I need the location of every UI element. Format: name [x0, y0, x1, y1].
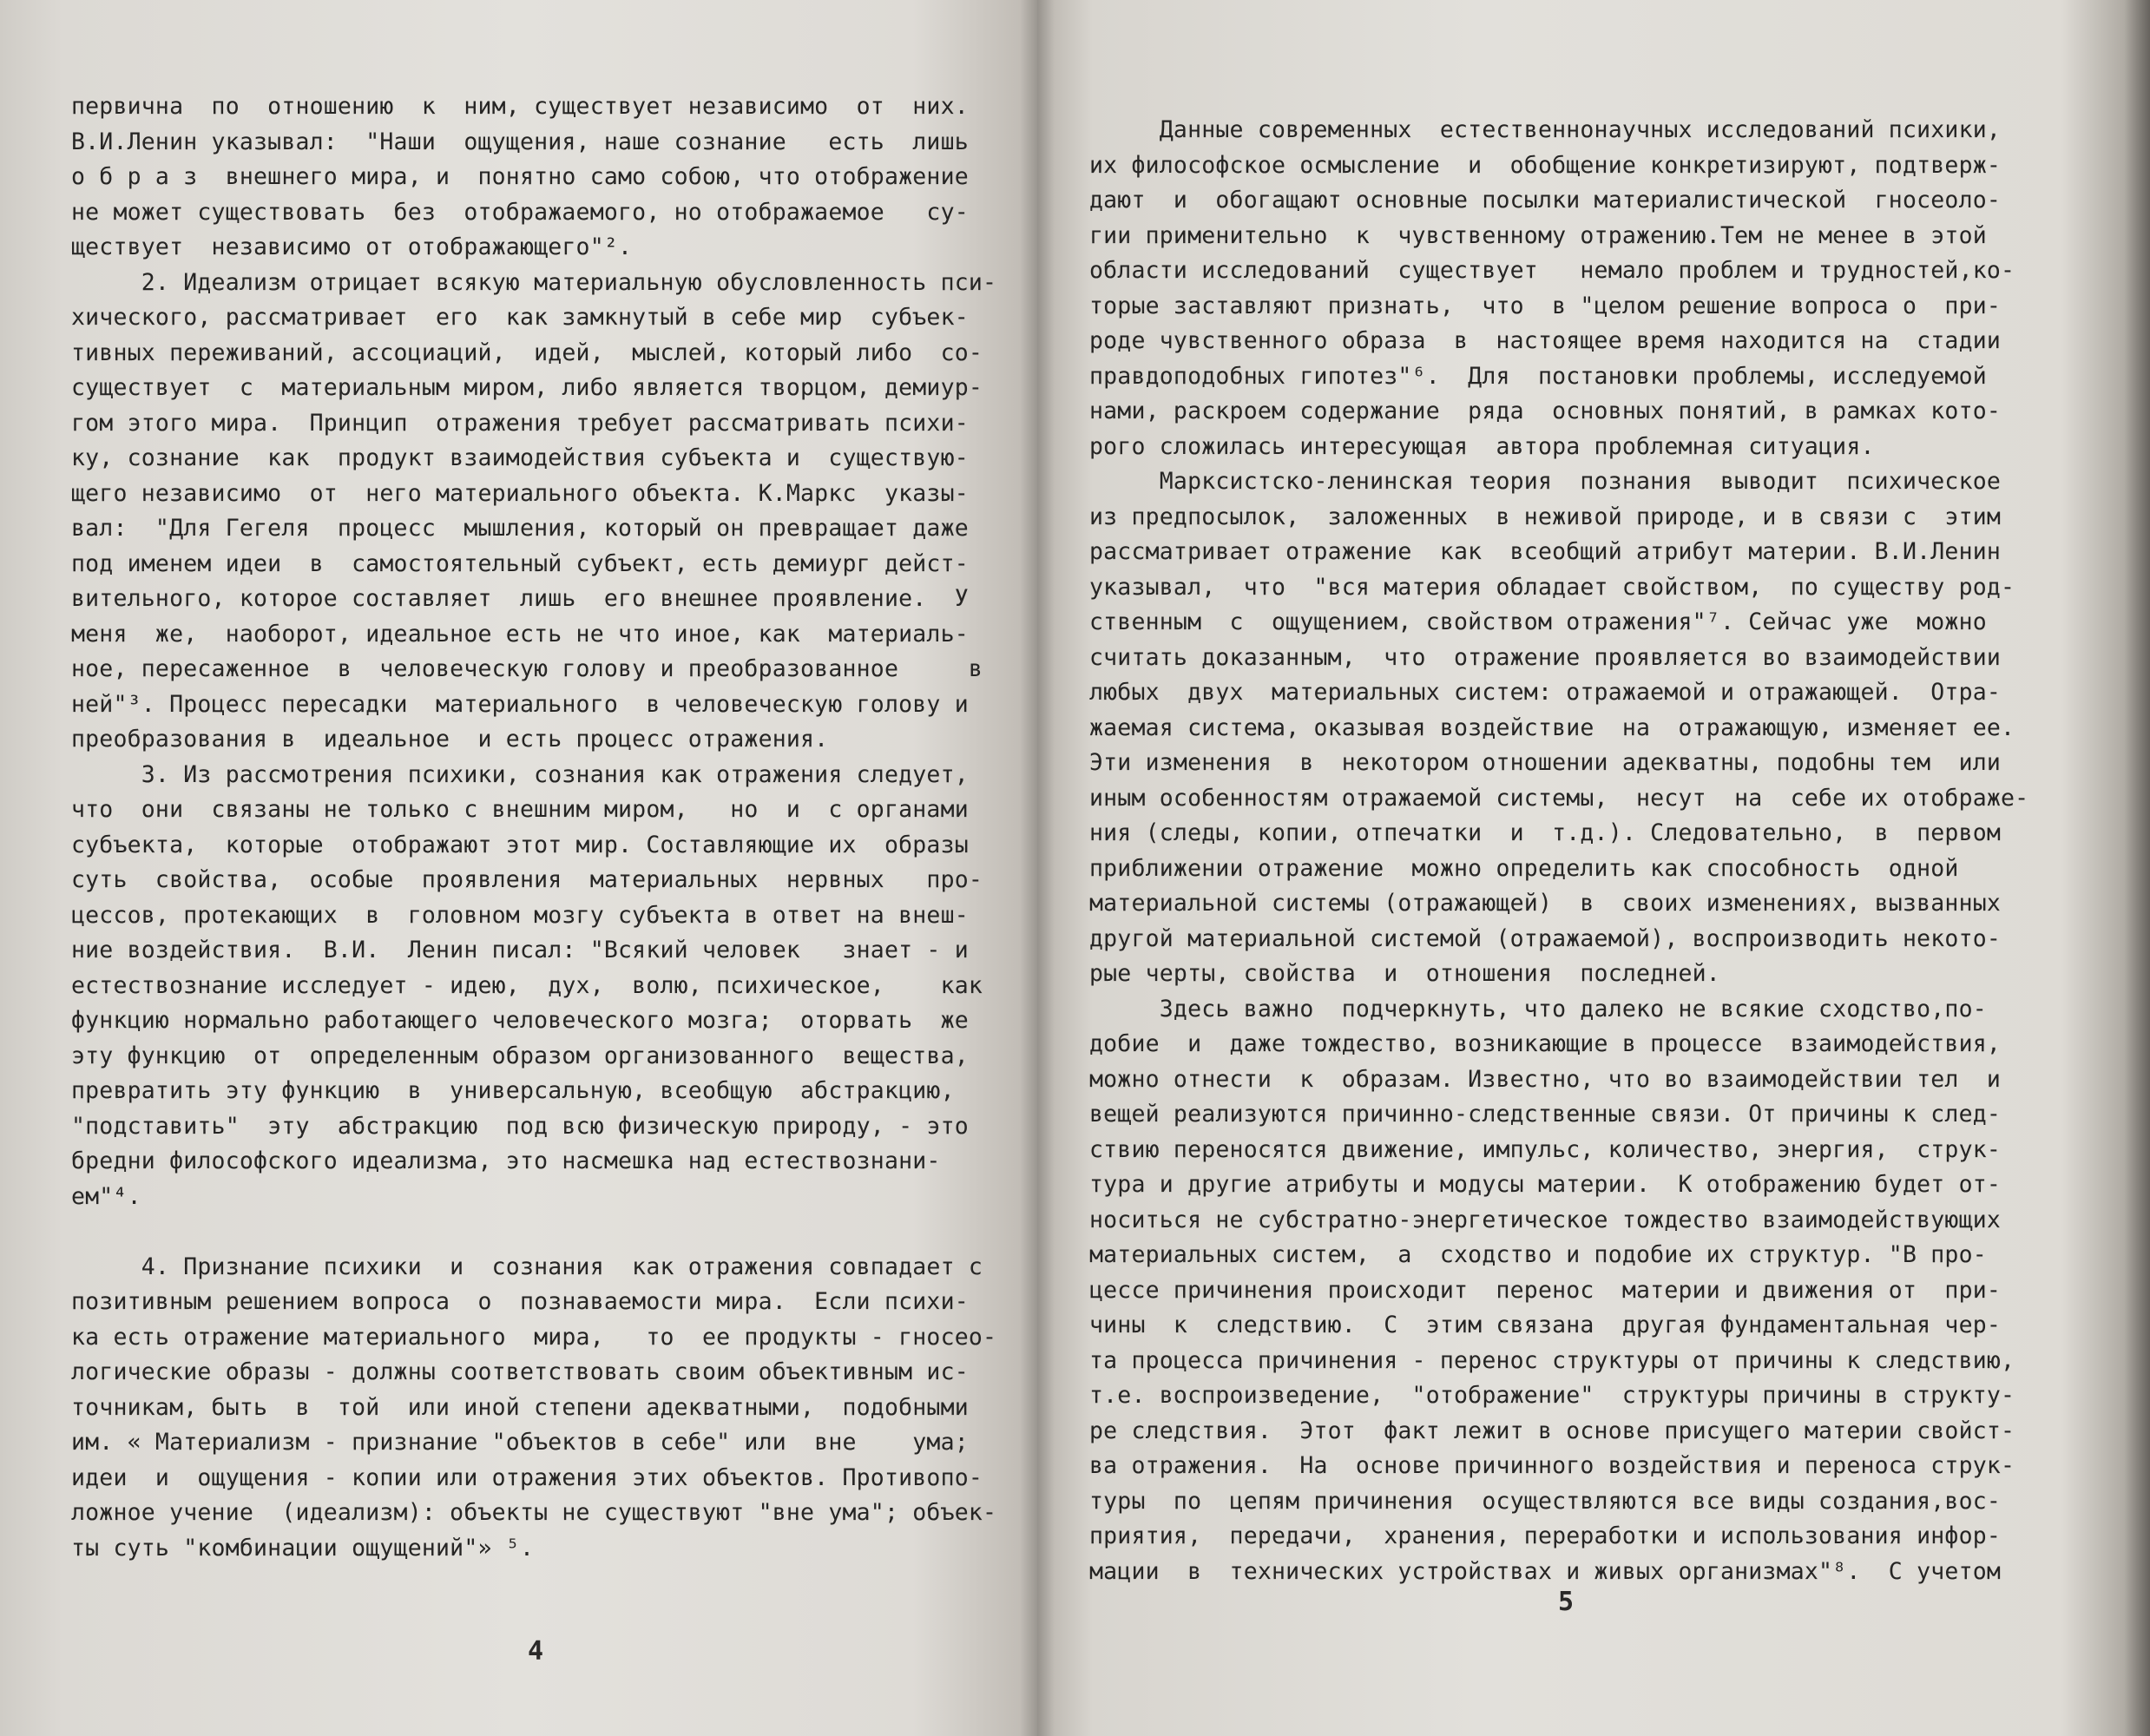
text-line: нами, раскроем содержание ряда основных понятий, в рамках кото-: [1089, 398, 2002, 424]
text-line: из предпосылок, заложенных в неживой природе, и в связи с этим: [1089, 503, 2002, 530]
text-line: бредни философского идеализма, это насмешка над естествознани-: [71, 1147, 941, 1174]
text-line: логические образы - должны соответствовать своим объективным ис-: [71, 1358, 969, 1385]
text-line: дают и обогащают основные посылки материалистической гносеоло-: [1089, 187, 2002, 214]
text-line: тивных переживаний, ассоциаций, идей, мыслей, который либо со-: [71, 339, 983, 366]
text-line: ты суть "комбинации ощущений"» ⁵.: [71, 1534, 535, 1562]
text-line: 3. Из рассмотрения психики, сознания как отражения следует,: [71, 760, 969, 788]
text-line: что они связаны не только с внешним миром, но и с органами: [71, 796, 969, 823]
text-line: В.И.Ленин указывал: "Наши ощущения, наше сознание есть лишь: [71, 128, 969, 155]
text-line: правдоподобных гипотез"⁶. Для постановки проблемы, исследуемой: [1089, 362, 1987, 390]
text-line: 2. Идеализм отрицает всякую материальную обусловленность пси-: [71, 268, 997, 296]
right-page-text: [1089, 113, 2066, 1589]
text-line: рого сложилась интересующая автора проблемная ситуация.: [1089, 432, 1875, 460]
text-line: Эти изменения в некотором отношении адекватны, подобны тем или: [1089, 749, 2002, 776]
text-line: приятия, передачи, хранения, переработки и использования инфор-: [1089, 1522, 2002, 1549]
text-line: ва отражения. На основе причинного воздействия и переноса струк-: [1089, 1452, 2015, 1479]
text-line: Здесь важно подчеркнуть, что далеко не всякие сходство,по-: [1089, 995, 1987, 1023]
text-line: тура и другие атрибуты и модусы материи. К отображению будет от-: [1089, 1171, 2002, 1198]
text-line: Марксистско-ленинская теория познания выводит психическое: [1089, 468, 2002, 495]
text-line: области исследований существует немало проблем и трудностей,ко-: [1089, 257, 2015, 284]
book-gutter: [1020, 0, 1055, 1736]
text-line: субъекта, которые отображают этот мир. Составляющие их образы: [71, 831, 969, 858]
text-line: гии применительно к чувственному отражению.Тем не менее в этой: [1089, 221, 1987, 249]
text-line: им. « Материализм - признание "объектов в себе" или вне ума;: [71, 1429, 969, 1456]
text-line: иным особенностям отражаемой системы, несут на себе их отображе-: [1089, 784, 2029, 812]
text-line: носиться не субстратно-энергетическое тождество взаимодействующих: [1089, 1206, 2002, 1233]
text-line: та процесса причинения - перенос структуры от причины к следствию,: [1089, 1346, 2015, 1374]
text-line: любых двух материальных систем: отражаемой и отражающей. Отра-: [1089, 679, 2002, 706]
text-line: идеи и ощущения - копии или отражения этих объектов. Противопо-: [71, 1463, 983, 1491]
text-line: функцию нормально работающего человеческого мозга; оторвать же: [71, 1007, 969, 1034]
text-line: ствию переносятся движение, импульс, количество, энергия, струк-: [1089, 1135, 2002, 1163]
right-page-number: 5: [1558, 1587, 1575, 1617]
text-line: ре следствия. Этот факт лежит в основе присущего материи свойст-: [1089, 1417, 2015, 1444]
text-line: мации в технических устройствах и живых организмах"⁸. С учетом: [1089, 1557, 2002, 1585]
text-line: 4. Признание психики и сознания как отражения совпадает с: [71, 1253, 983, 1280]
text-line: торые заставляют признать, что в "целом решение вопроса о при-: [1089, 292, 2002, 319]
text-line: превратить эту функцию в универсальную, всеобщую абстракцию,: [71, 1077, 955, 1104]
text-line: материальной системы (отражающей) в своих изменениях, вызванных: [1089, 890, 2002, 917]
text-line: Данные современных естественнонаучных исследований психики,: [1089, 116, 2002, 143]
text-line: существует с материальным миром, либо является творцом, демиур-: [71, 374, 983, 401]
text-line: меня же, наоборот, идеальное есть не что иное, как материаль-: [71, 620, 969, 648]
text-line: ние воздействия. В.И. Ленин писал: "Всякий человек знает - и: [71, 937, 969, 963]
text-line: вительного, которое составляет лишь его внешнее проявление. У: [71, 585, 969, 612]
text-line: ней"³. Процесс пересадки материального в человеческую голову и: [71, 690, 969, 718]
left-page: [0, 0, 1037, 1736]
text-line: вещей реализуются причинно-следственные связи. От причины к след-: [1089, 1101, 2002, 1128]
text-line: "подставить" эту абстракцию под всю физическую природу, - это: [71, 1112, 969, 1140]
text-line: другой материальной системой (отражаемой), воспроизводить некото-: [1089, 924, 2002, 952]
text-line: преобразования в идеальное и есть процесс отражения.: [71, 726, 829, 753]
text-line: эту функцию от определенным образом организованного вещества,: [71, 1042, 969, 1069]
text-line: ственным с ощущением, свойством отражения"⁷. Сейчас уже можно: [1089, 608, 1987, 635]
text-line: роде чувственного образа в настоящее время находится на стадии: [1089, 327, 2002, 354]
text-line: ложное учение (идеализм): объекты не существуют "вне ума"; объек-: [71, 1499, 997, 1526]
text-line: ка есть отражение материального мира, то ее продукты - гносео-: [71, 1323, 997, 1351]
text-line: хического, рассматривает его как замкнутый в себе мир субъек-: [71, 304, 969, 331]
page-edge-shadow: [2124, 0, 2150, 1736]
text-line: ществует независимо от отображающего"².: [71, 233, 633, 260]
text-line: материальных систем, а сходство и подобие их структур. "В про-: [1089, 1241, 1987, 1268]
text-line: рые черты, свойства и отношения последней.: [1089, 960, 1720, 987]
text-line: первична по отношению к ним, существует независимо от них.: [71, 93, 969, 120]
text-line: вал: "Для Гегеля процесс мышления, который он превращает даже: [71, 515, 969, 542]
text-line: ния (следы, копии, отпечатки и т.д.). Следовательно, в первом: [1089, 819, 2002, 846]
text-line: их философское осмысление и обобщение конкретизируют, подтверж-: [1089, 151, 2002, 179]
text-line: естествознание исследует - идею, дух, волю, психическое, как: [71, 971, 983, 999]
left-page-number: 4: [528, 1636, 544, 1667]
text-line: не может существовать без отображаемого, но отображаемое су-: [71, 198, 969, 226]
text-line: цессов, протекающих в головном мозгу субъекта в ответ на внеш-: [71, 901, 969, 929]
text-line: суть свойства, особые проявления материальных нервных про-: [71, 866, 983, 893]
text-line: жаемая система, оказывая воздействие на отражающую, изменяет ее.: [1089, 713, 2015, 741]
text-line: ем"⁴.: [71, 1182, 141, 1210]
text-line: ку, сознание как продукт взаимодействия субъекта и существую-: [71, 444, 969, 471]
text-line: ное, пересаженное в человеческую голову и преобразованное в: [71, 655, 983, 682]
text-line: указывал, что "вся материя обладает свойством, по существу род-: [1089, 573, 2015, 601]
text-line: под именем идеи в самостоятельный субъект, есть демиург дейст-: [71, 549, 969, 577]
text-line: добие и даже тождество, возникающие в процессе взаимодействия,: [1089, 1030, 2002, 1057]
text-line: туры по цепям причинения осуществляются все виды создания,вос-: [1089, 1487, 2002, 1515]
text-line: можно отнести к образам. Известно, что во взаимодействии тел и: [1089, 1065, 2002, 1093]
text-line: т.е. воспроизведение, "отображение" структуры причины в структу-: [1089, 1382, 2015, 1409]
text-line: позитивным решением вопроса о познаваемости мира. Если психи-: [71, 1288, 969, 1315]
text-line: цессе причинения происходит перенос материи и движения от при-: [1089, 1276, 2002, 1304]
text-line: гом этого мира. Принцип отражения требует рассматривать психи-: [71, 409, 969, 437]
text-line: щего независимо от него материального объекта. К.Маркс указы-: [71, 479, 969, 507]
text-line: считать доказанным, что отражение проявляется во взаимодействии: [1089, 643, 2002, 671]
text-line: приближении отражение можно определить как способность одной: [1089, 854, 1959, 882]
text-line: рассматривает отражение как всеобщий атрибут материи. В.И.Ленин: [1089, 538, 2002, 565]
right-page: [1037, 0, 2150, 1736]
text-line: о б р а з внешнего мира, и понятно само собою, что отображение: [71, 163, 969, 190]
text-line: чины к следствию. С этим связана другая фундаментальная чер-: [1089, 1312, 2002, 1338]
text-line: [71, 1214, 1009, 1250]
left-page-text: [71, 89, 1009, 1566]
text-line: точникам, быть в той или иной степени адекватными, подобными: [71, 1393, 969, 1421]
